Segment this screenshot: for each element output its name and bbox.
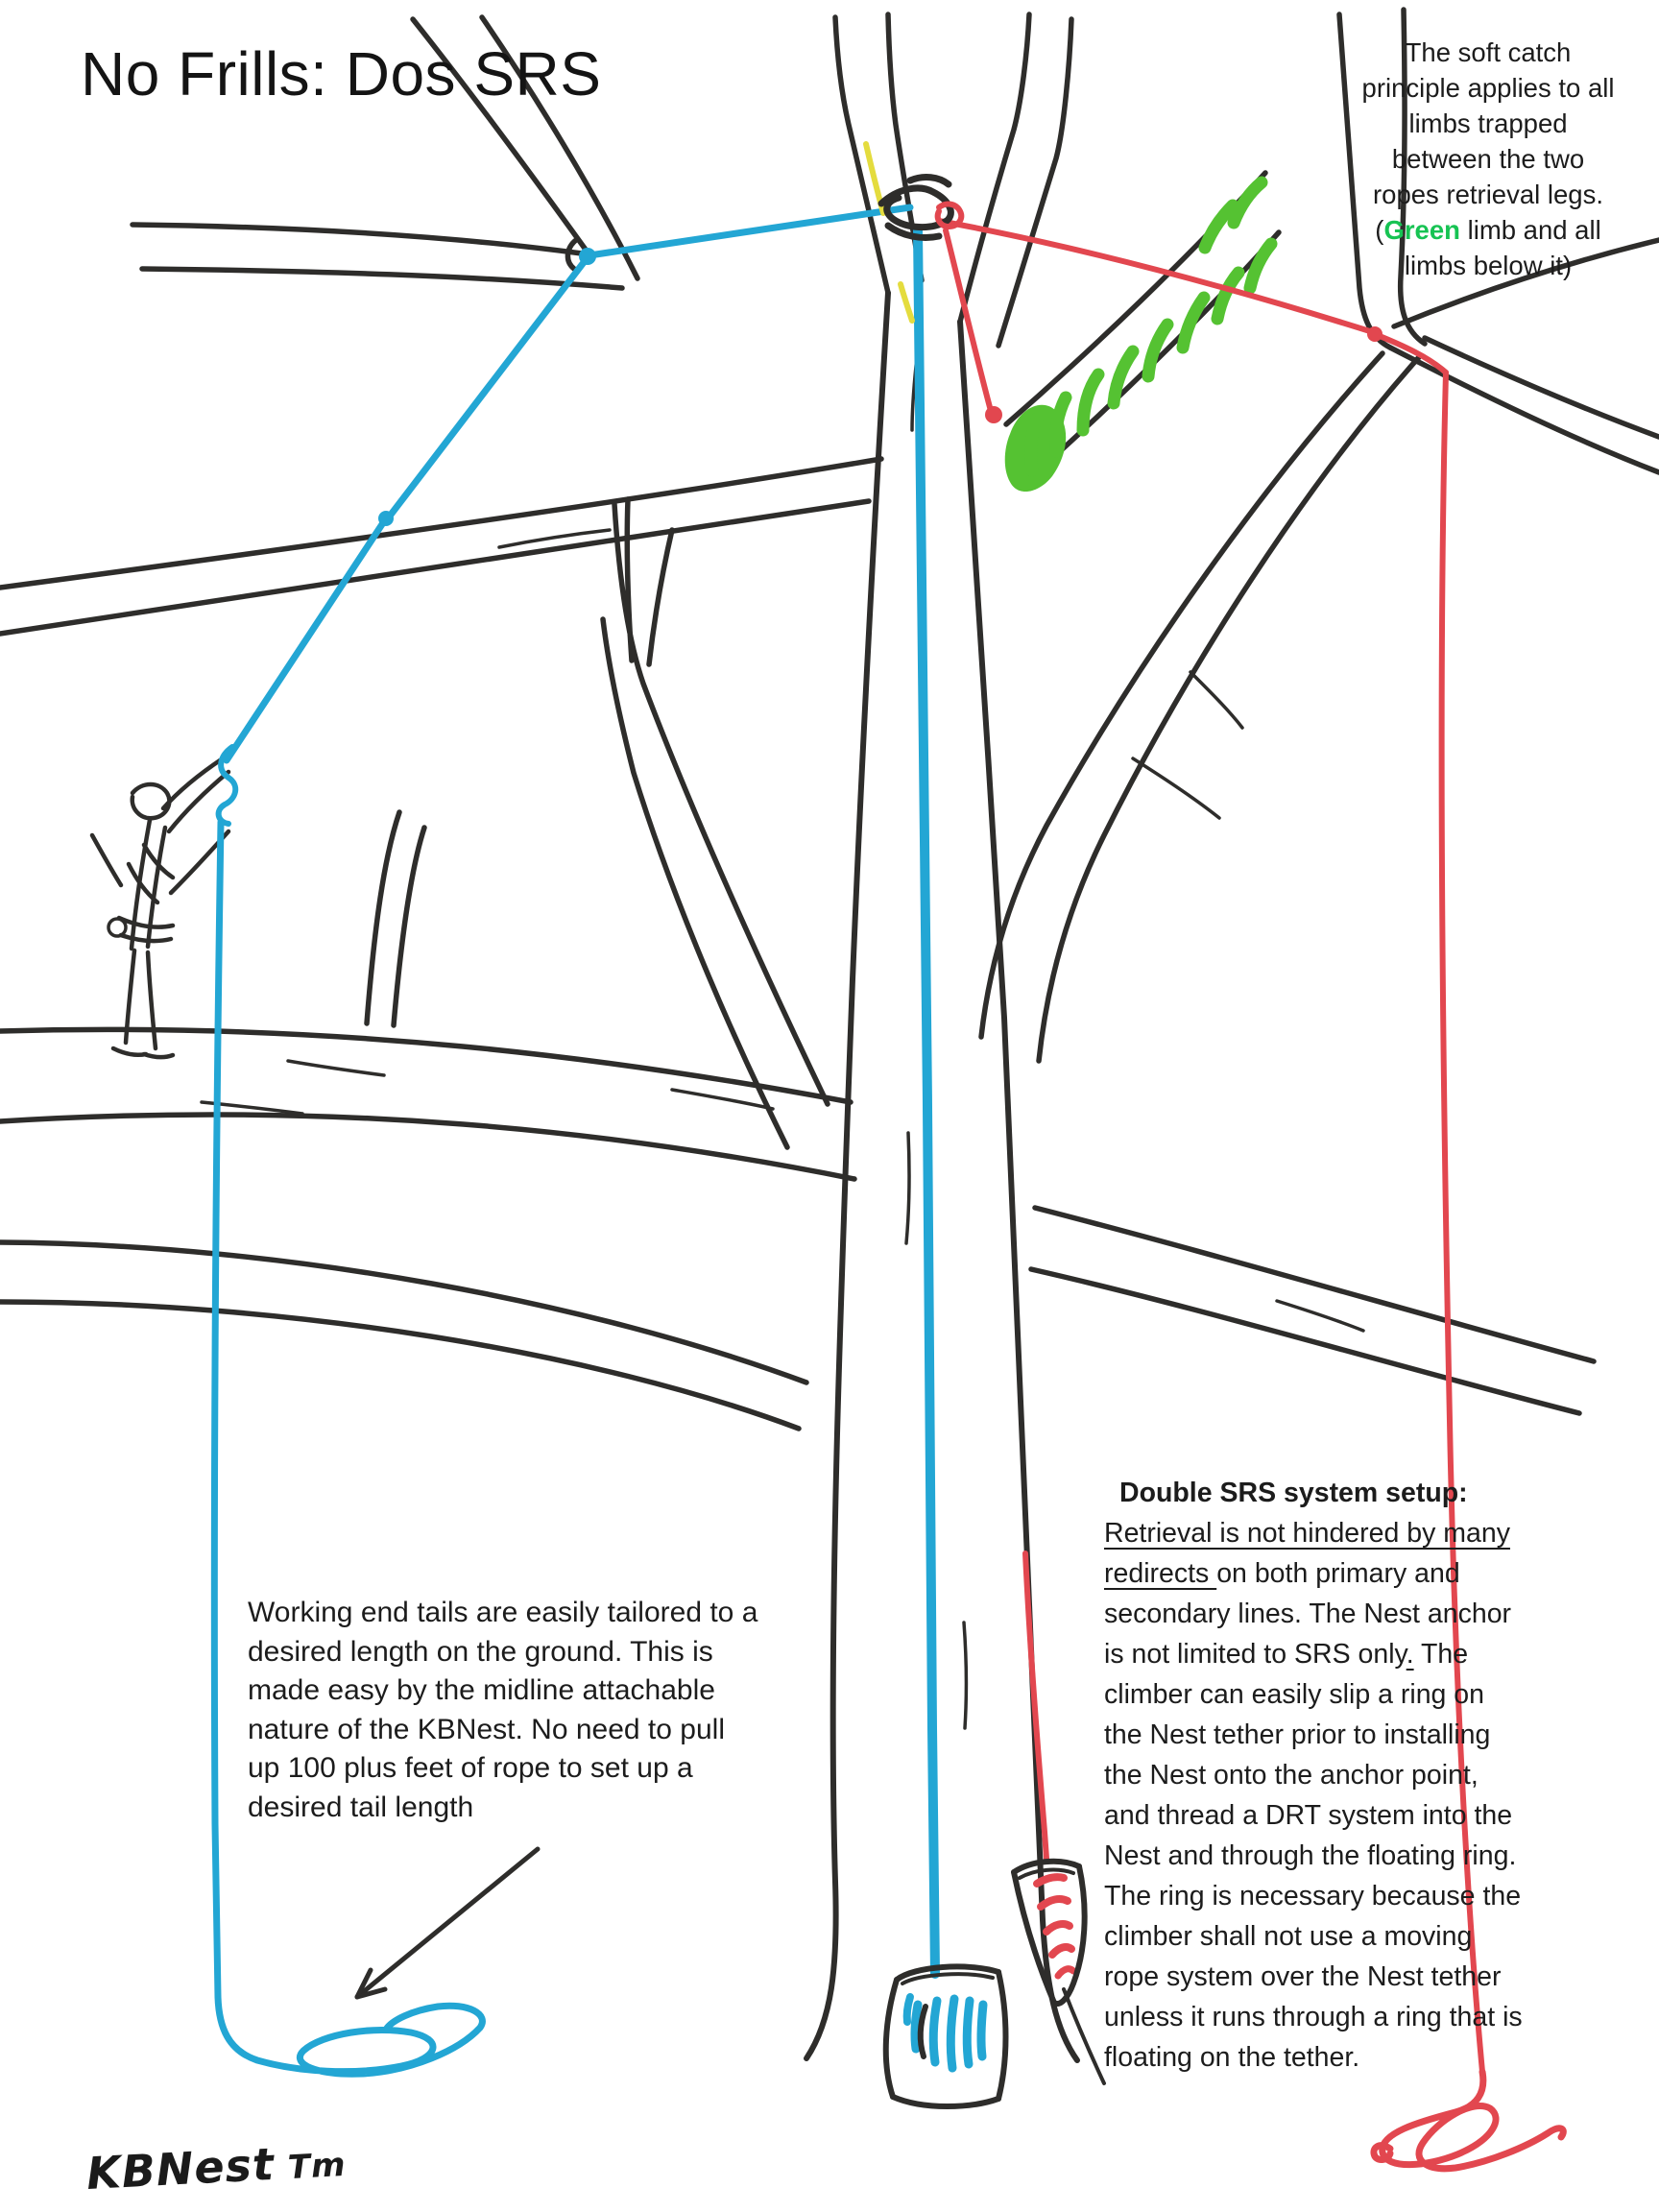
note-line: desired tail length [248,1791,474,1823]
note-line: secondary lines. The Nest anchor [1104,1599,1512,1629]
red-rope-end-dot [985,406,1002,423]
red-rope-anchor-leg [939,221,1373,332]
climber-foot [144,1054,173,1057]
note-line: redirects on both primary and [1104,1558,1460,1589]
note-line: nature of the KBNest. No need to pull [248,1713,725,1745]
note-line: principle applies to all [1361,73,1615,103]
note-line: made easy by the midline attachable [248,1674,715,1706]
signature-tm: Tm [286,2145,348,2188]
note-line: The ring is necessary because the [1104,1881,1522,1911]
note-line: unless it runs through a ring that is [1104,2002,1523,2032]
note-line: climber can easily slip a ring on [1104,1679,1485,1710]
note-line: Working end tails are easily tailored to a [248,1597,758,1628]
blue-rope-ground-coil [218,1997,482,2074]
note-soft-catch [1330,35,1647,283]
note-line: the Nest tether prior to installing [1104,1719,1491,1750]
rope-bag [886,1966,1006,2106]
climber-carabiner [108,919,126,936]
trunk-right-edge [960,322,1077,2060]
climber-leg [148,952,156,1048]
note-line: Retrieval is not hindered by many [1104,1518,1510,1549]
note-line: ropes retrieval legs. [1373,180,1603,209]
climber-foot [113,1048,146,1055]
page-title: No Frills: Dos SRS [81,39,602,108]
note-line: climber shall not use a moving [1104,1921,1473,1952]
note-line: limbs below it) [1404,251,1573,280]
climber-harness [121,935,171,941]
note-line: up 100 plus feet of rope to set up a [248,1752,693,1784]
blue-redirect-dot [579,248,596,265]
red-rope-retrieval-leg [946,230,991,411]
note-line: The soft catch [1405,37,1572,67]
note-line: floating on the tether. [1104,2042,1360,2073]
note-line: desired length on the ground. This is [248,1635,713,1668]
climber-sketch [92,758,228,1057]
green-limb-highlight [1005,182,1271,492]
note-line: the Nest onto the anchor point, [1104,1760,1479,1791]
arrow-to-rope-tail [357,1849,538,1997]
note-line: and thread a DRT system into the [1104,1800,1513,1831]
blue-rope-main-drop [918,230,935,1974]
note-line: (Green limb and all [1375,215,1601,245]
blue-redirect-dot [378,511,394,526]
arrow-shaft [357,1849,538,1997]
blue-rope-tail-drop [214,822,221,1997]
green-limb-word: Green [1383,215,1460,245]
blue-rope-anchor-leg [589,207,910,255]
note-line: rope system over the Nest tether [1104,1961,1502,1992]
note-line: Nest and through the floating ring. [1104,1840,1517,1871]
note-working-end [248,1594,757,1827]
double-srs-heading: Double SRS system setup: [1119,1478,1468,1508]
note-double-srs [1104,1473,1523,2078]
note-line: between the two [1391,144,1585,174]
signature-name: KBNest [84,2137,276,2200]
note-line: is not limited to SRS only. The [1104,1639,1469,1670]
red-redirect-dot [1367,326,1382,342]
climber-helmet [132,784,170,818]
note-line: limbs trapped [1408,108,1568,138]
red-rope-ground-coil [1382,2072,1564,2169]
blue-rope-redirect-leg [388,257,588,518]
